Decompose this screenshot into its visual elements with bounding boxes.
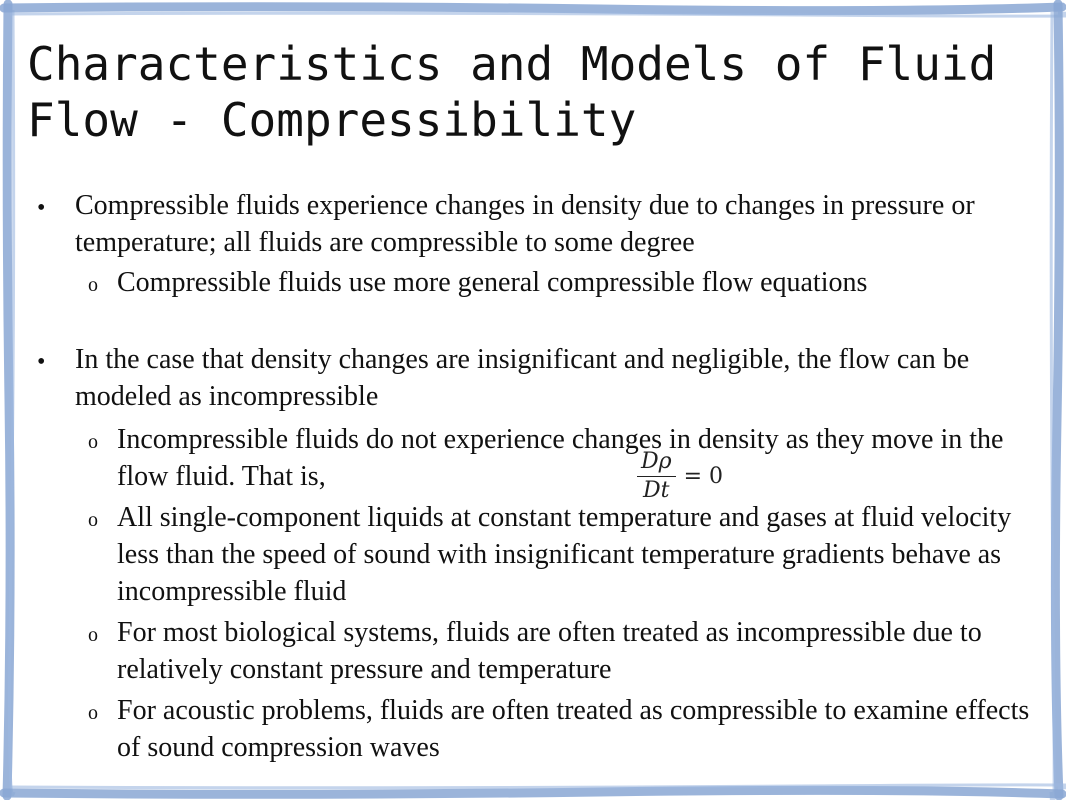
sub-bullet-marker: o [88,431,98,453]
sub-bullet-text: For most biological systems, fluids are often treated as incompressible due to relatively constant pressure and temperature [117,617,982,685]
sub-bullet-marker: o [88,509,98,531]
bullet-marker: • [37,349,46,375]
bullet-text: Compressible fluids experience changes in density due to changes in pressure or temperature; all fluids are compressible to some degree [75,190,975,258]
slide-title: Characteristics and Models of Fluid Flow - Compressibility [27,37,997,147]
bullet-text: In the case that density changes are insignificant and negligible, the flow can be modeled as incompressible [75,344,970,412]
equation-fraction [637,450,676,503]
sub-bullet-marker: o [88,702,98,724]
sub-bullet-text: All single-component liquids at constant temperature and gases at fluid velocity less than the speed of sound with insignificant temperature gradients behave as incompressible fluid [117,502,1012,607]
equation-denominator: Dt [643,478,670,503]
bullet-marker: • [37,195,46,221]
sub-bullet-text: Compressible fluids use more general compressible flow equations [117,267,868,298]
sub-bullet-text: Incompressible fluids do not experience changes in density as they move in the flow fluid. That is, [117,424,1004,492]
density-derivative-equation [637,450,723,503]
sub-bullet-text: For acoustic problems, fluids are often treated as compressible to examine effects of sound compression waves [117,695,1030,763]
sub-bullet-marker: o [88,624,98,646]
equation-numerator: Dρ [637,450,676,477]
sub-bullet-marker: o [88,274,98,296]
equation-equals-zero: = 0 [683,464,724,489]
